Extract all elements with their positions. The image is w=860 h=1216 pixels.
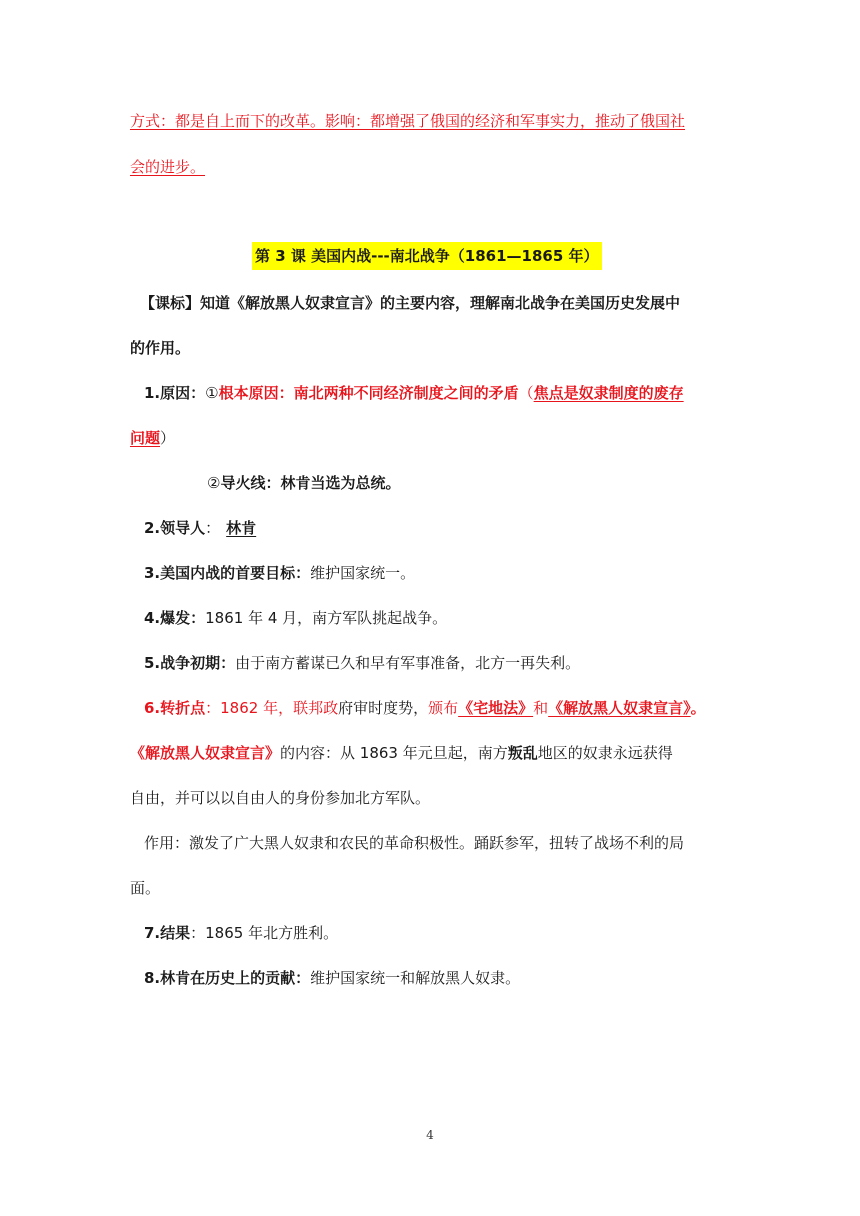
proclamation-a: 的内容：从 1863 年元旦起，南方: [280, 744, 508, 762]
effect-line: 作用：激发了广大黑人奴隶和农民的革命积极性。踊跃参军，扭转了战场不利的局: [144, 834, 685, 852]
turning-point-b: 府审时度势，: [338, 699, 429, 717]
standard-line-2: 的作用。: [130, 339, 191, 357]
turning-point-label: 6.转折点: [144, 699, 206, 717]
proclamation-line: [130, 741, 673, 765]
cause-fuse: 导火线：林肯当选为总统。: [220, 474, 401, 492]
turning-point-end: 。: [690, 699, 706, 717]
result-label: 7.结果: [144, 924, 191, 942]
leader-sep: ：: [205, 519, 221, 537]
leader-value: 林肯: [226, 519, 257, 537]
cause-label: 1.原因：: [144, 384, 206, 402]
circle-one: ①: [205, 384, 219, 402]
page-number: 4: [426, 1128, 434, 1142]
curriculum-standard: [140, 291, 680, 315]
paren-open: （: [518, 384, 534, 402]
goal-line: [144, 561, 415, 585]
turning-point-line: [144, 696, 706, 720]
proclamation-b: 地区的奴隶永远获得: [537, 744, 673, 762]
proclamation-title: 《解放黑人奴隶宣言》: [130, 744, 281, 762]
outbreak-value: 1861 年 4 月，南方军队挑起战争。: [205, 609, 448, 627]
lesson-title: 第 3 课 美国内战---南北战争（1861—1865 年）: [252, 242, 602, 270]
cause-focus: 焦点是奴隶制度的废存: [533, 384, 684, 402]
turning-point-e: 和: [533, 699, 549, 717]
proclamation-line-2: 自由，并可以以自由人的身份参加北方军队。: [130, 789, 431, 807]
turning-point-a: ：1862 年，联邦政: [205, 699, 339, 717]
early-war-label: 5.战争初期：: [144, 654, 236, 672]
early-war-value: 由于南方蓄谋已久和早有军事准备，北方一再失利。: [235, 654, 581, 672]
cause-line-2: [130, 426, 175, 450]
cause-focus-end: 问题: [130, 429, 161, 447]
standard-text: 知道《解放黑人奴隶宣言》的主要内容，理解南北战争在美国历史发展中: [200, 294, 681, 312]
result-value: ：1865 年北方胜利。: [190, 924, 339, 942]
rebellion-word: 叛乱: [507, 744, 538, 762]
turning-point-c: 颁布: [428, 699, 459, 717]
result-line: [144, 921, 338, 945]
cause-line: [144, 381, 684, 405]
goal-value: 维护国家统一。: [310, 564, 416, 582]
outbreak-label: 4.爆发：: [144, 609, 206, 627]
cause-fuse-line: [207, 471, 400, 495]
contribution-label: 8.林肯在历史上的贡献：: [144, 969, 311, 987]
homestead-act: 《宅地法》: [458, 699, 534, 717]
outbreak-line: [144, 606, 447, 630]
early-war-line: [144, 651, 580, 675]
paren-close: ）: [160, 429, 176, 447]
standard-label: 【课标】: [140, 294, 201, 312]
leader-label: 2.领导人: [144, 519, 206, 537]
leader-line: [144, 516, 256, 540]
intro-line-1: 方式：都是自上而下的改革。影响：都增强了俄国的经济和军事实力，推动了俄国社: [130, 112, 686, 130]
intro-line-2: 会的进步。: [130, 158, 206, 176]
cause-root: 根本原因：南北两种不同经济制度之间的矛盾: [218, 384, 519, 402]
contribution-line: [144, 966, 520, 990]
contribution-value: 维护国家统一和解放黑人奴隶。: [310, 969, 521, 987]
emancipation-proclamation: 《解放黑人奴隶宣言》: [548, 699, 691, 717]
effect-line-2: 面。: [130, 879, 161, 897]
goal-label: 3.美国内战的首要目标：: [144, 564, 311, 582]
circle-two: ②: [207, 474, 221, 492]
